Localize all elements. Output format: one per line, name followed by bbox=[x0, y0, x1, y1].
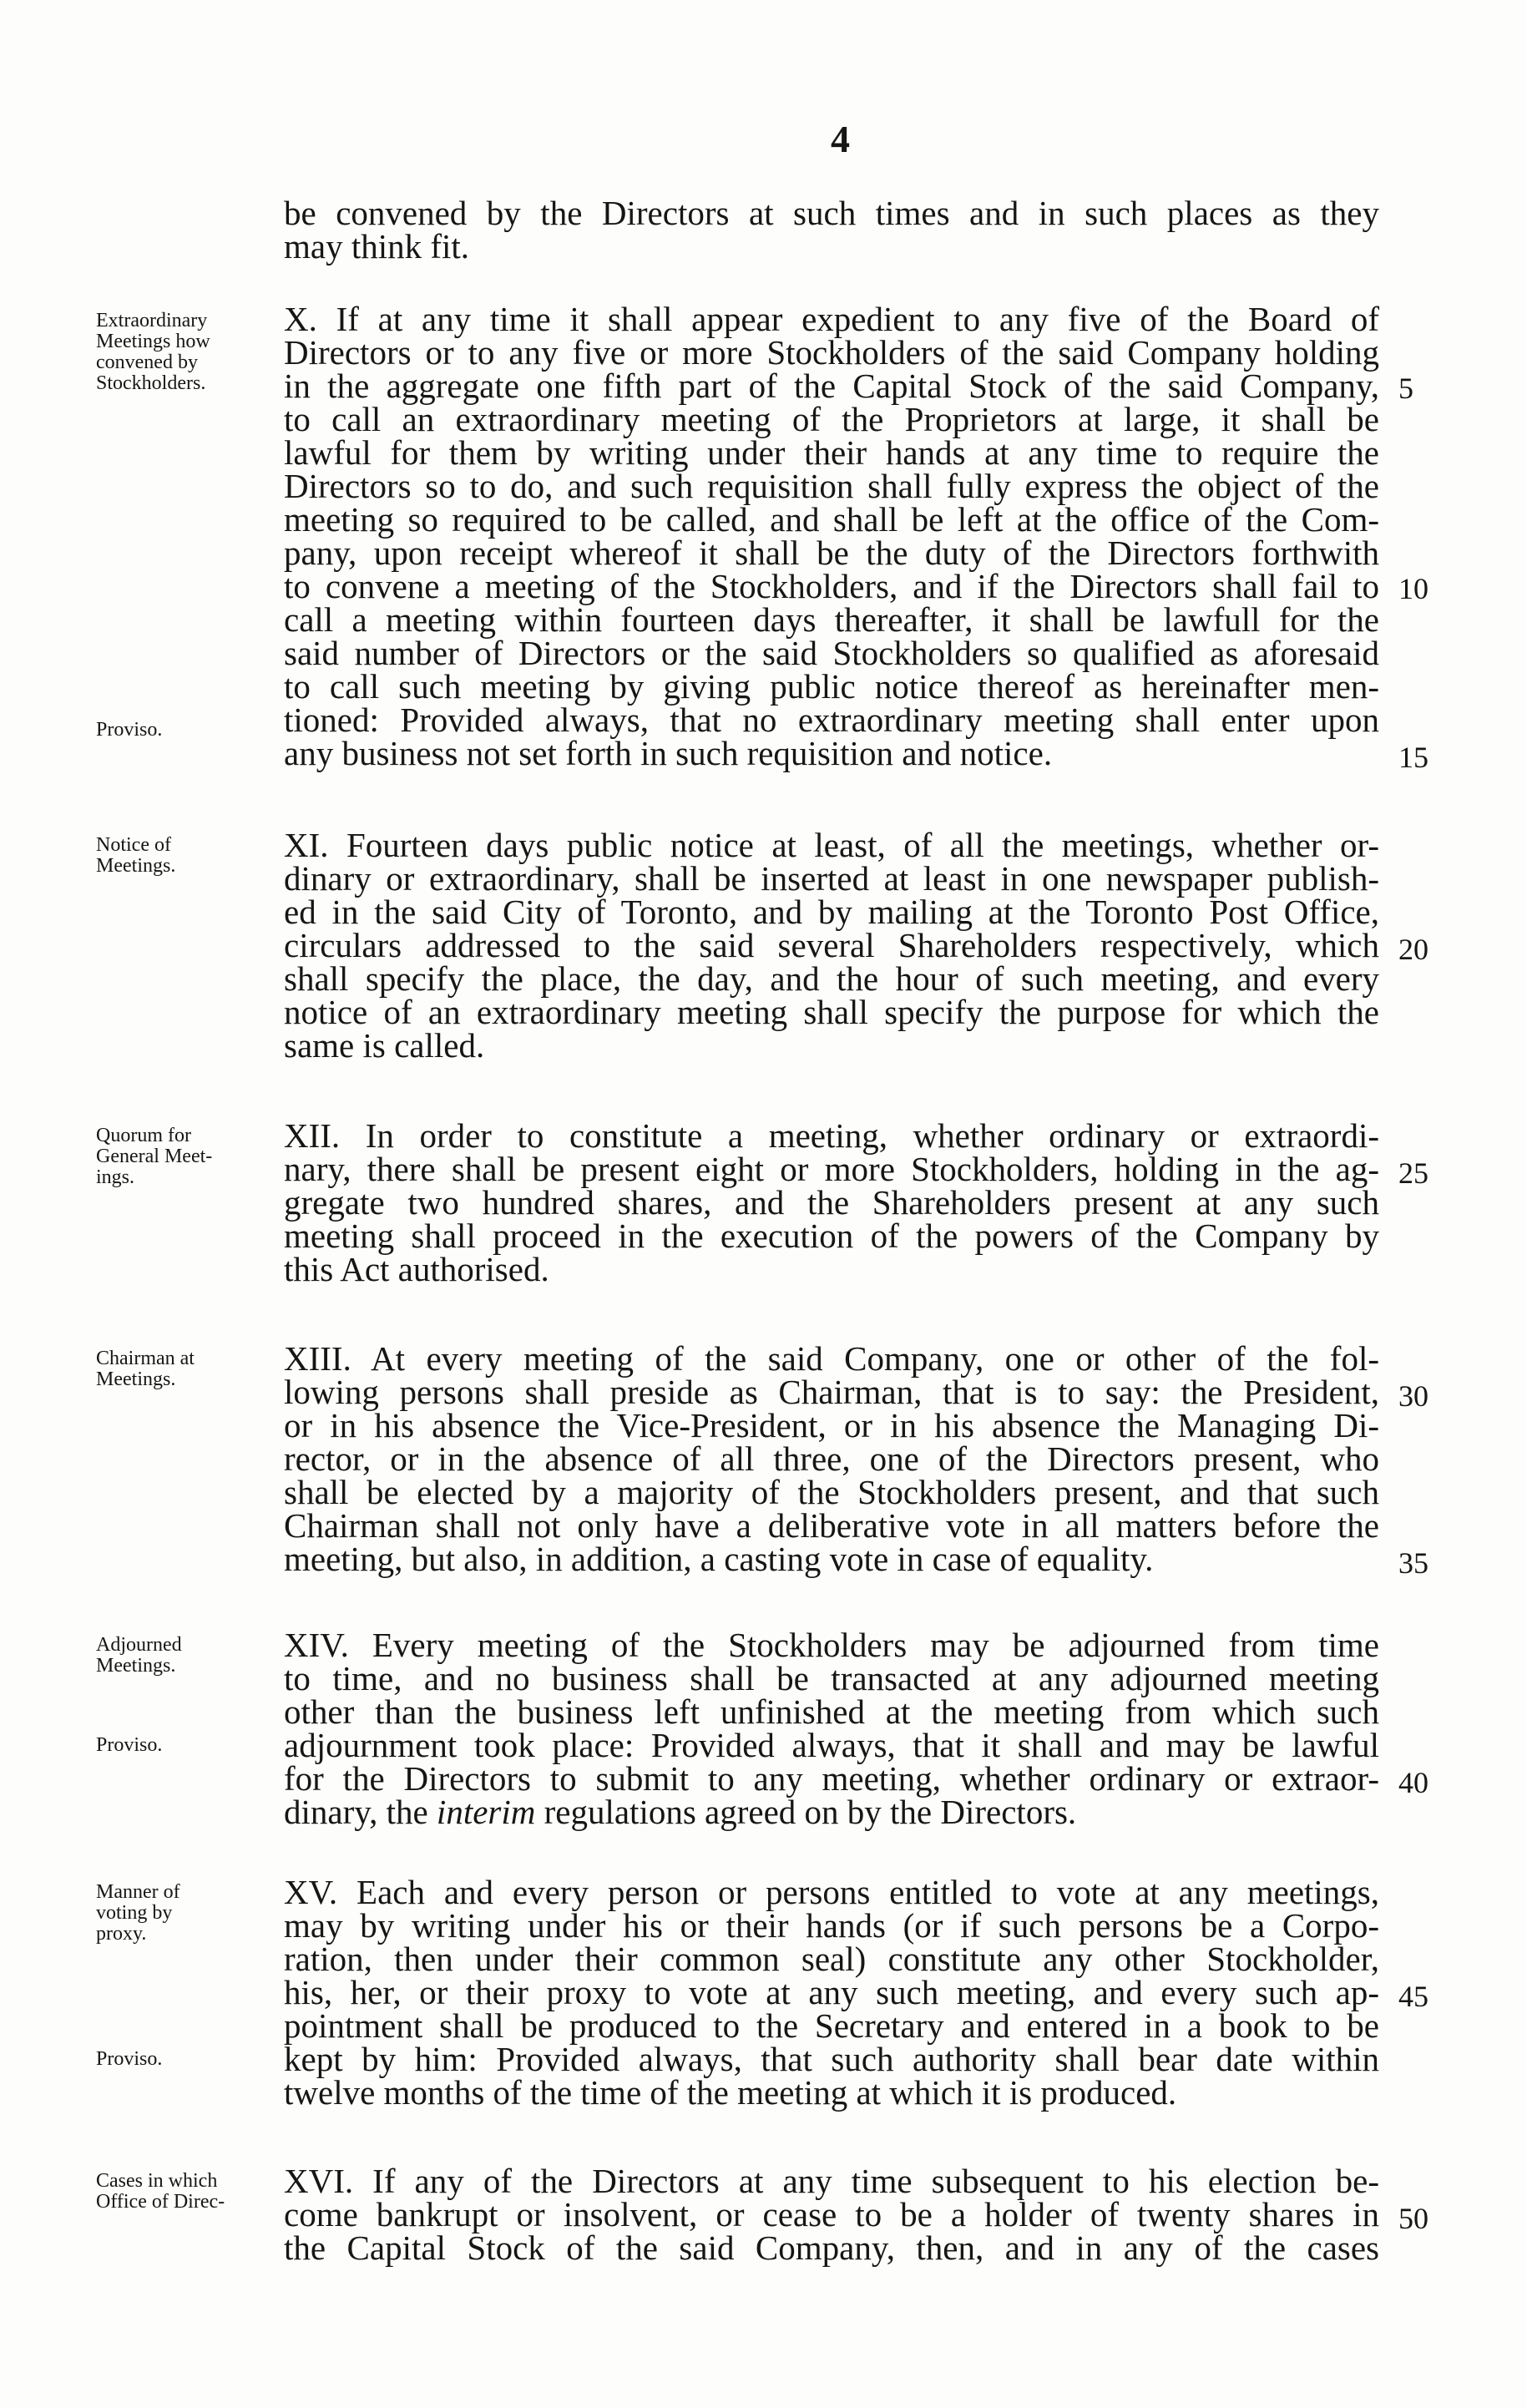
text-line: this Act authorised. bbox=[284, 1250, 549, 1288]
text-line: ration, then under their common seal) constitute any other Stockholder, bbox=[284, 1940, 1379, 1978]
text-line: to convene a meeting of the Stockholders, and if the Directors shall fail to bbox=[284, 567, 1379, 605]
text-line: pointment shall be produced to the Secretary and entered in a book to be bbox=[284, 2006, 1379, 2045]
text-line: to call such meeting by giving public notice thereof as hereinafter men- bbox=[284, 667, 1379, 706]
text-line: adjournment took place: Provided always, that it shall and may be lawful bbox=[284, 1726, 1379, 1764]
margin-note-notice-of-meetings: Notice of Meetings. bbox=[96, 834, 176, 877]
text-line: Directors or to any five or more Stockholders of the said Company holding bbox=[284, 333, 1379, 372]
line-number: 5 bbox=[1398, 372, 1413, 405]
text-line: notice of an extraordinary meeting shall specify the purpose for which the bbox=[284, 993, 1379, 1031]
text-line: pany, upon receipt whereof it shall be the duty of the Directors forthwith bbox=[284, 534, 1379, 572]
text-line: meeting shall proceed in the execution of the powers of the Company by bbox=[284, 1217, 1379, 1255]
margin-note-proviso: Proviso. bbox=[96, 2048, 163, 2070]
text-line: his, her, or their proxy to vote at any such meeting, and every such ap- bbox=[284, 1973, 1379, 2011]
text-line: Chairman shall not only have a deliberative vote in all matters before the bbox=[284, 1506, 1379, 1545]
margin-note-voting-by-proxy: Manner of voting by proxy. bbox=[96, 1881, 180, 1945]
line-number: 10 bbox=[1398, 572, 1428, 605]
margin-note-extraordinary-meetings: Extraordinary Meetings how convened by Stockholders. bbox=[96, 310, 210, 394]
text-line: may by writing under his or their hands (or if such persons be a Corpo- bbox=[284, 1906, 1379, 1945]
text-line: any business not set forth in such requisition and notice. bbox=[284, 734, 1053, 772]
text-line: call a meeting within fourteen days thereafter, it shall be lawfull for the bbox=[284, 600, 1379, 639]
text-line: in the aggregate one fifth part of the Capital Stock of the said Company, bbox=[284, 367, 1379, 405]
text-line: XII. In order to constitute a meeting, whether ordinary or extraordi- bbox=[284, 1116, 1379, 1155]
text-line: tioned: Provided always, that no extraordinary meeting shall enter upon bbox=[284, 701, 1379, 739]
line-number: 45 bbox=[1398, 1980, 1428, 2013]
margin-note-quorum: Quorum for General Meet- ings. bbox=[96, 1125, 213, 1188]
text-line: shall be elected by a majority of the Stockholders present, and that such bbox=[284, 1473, 1379, 1511]
text-line: to call an extraordinary meeting of the Proprietors at large, it shall be bbox=[284, 400, 1379, 438]
text-line: rector, or in the absence of all three, one of the Directors present, who bbox=[284, 1439, 1379, 1478]
margin-note-adjourned-meetings: Adjourned Meetings. bbox=[96, 1634, 182, 1677]
text-line: or in his absence the Vice-President, or in his absence the Managing Di- bbox=[284, 1406, 1379, 1444]
text-line: nary, there shall be present eight or more Stockholders, holding in the ag- bbox=[284, 1150, 1379, 1188]
text-line: meeting, but also, in addition, a casting vote in case of equality. bbox=[284, 1540, 1154, 1578]
text-line: Directors so to do, and such requisition shall fully express the object of the bbox=[284, 467, 1379, 505]
text-line: XVI. If any of the Directors at any time subsequent to his election be- bbox=[284, 2162, 1379, 2200]
text-line: come bankrupt or insolvent, or cease to be a holder of twenty shares in bbox=[284, 2195, 1379, 2233]
margin-note-office-of-directors: Cases in which Office of Direc- bbox=[96, 2170, 225, 2213]
line-number: 50 bbox=[1398, 2202, 1428, 2235]
line-number: 30 bbox=[1398, 1379, 1428, 1413]
margin-note-proviso: Proviso. bbox=[96, 1734, 163, 1756]
text-line: for the Directors to submit to any meeting, whether ordinary or extraor- bbox=[284, 1759, 1379, 1798]
text-line: ed in the said City of Toronto, and by mailing at the Toronto Post Office, bbox=[284, 893, 1379, 931]
line-number: 20 bbox=[1398, 933, 1428, 966]
line-number: 40 bbox=[1398, 1766, 1428, 1799]
text-line: said number of Directors or the said Stockholders so qualified as aforesaid bbox=[284, 634, 1379, 672]
line-number: 15 bbox=[1398, 741, 1428, 774]
page-number: 4 bbox=[831, 118, 850, 160]
text-line: be convened by the Directors at such times and in such places as they bbox=[284, 194, 1379, 232]
text-line: meeting so required to be called, and shall be left at the office of the Com- bbox=[284, 500, 1379, 539]
text-line: kept by him: Provided always, that such authority shall bear date within bbox=[284, 2040, 1379, 2078]
text-line: XIII. At every meeting of the said Company, one or other of the fol- bbox=[284, 1339, 1379, 1378]
text-line: may think fit. bbox=[284, 227, 470, 266]
text-line: lawful for them by writing under their hands at any time to require the bbox=[284, 433, 1379, 472]
text-line: the Capital Stock of the said Company, then, and in any of the cases bbox=[284, 2228, 1379, 2267]
line-number: 25 bbox=[1398, 1156, 1428, 1190]
text-line: X. If at any time it shall appear expedient to any five of the Board of bbox=[284, 300, 1379, 338]
text-line: other than the business left unfinished at the meeting from which such bbox=[284, 1692, 1379, 1731]
text-line: XI. Fourteen days public notice at least, of all the meetings, whether or- bbox=[284, 826, 1379, 864]
margin-note-chairman: Chairman at Meetings. bbox=[96, 1348, 195, 1390]
text-line: to time, and no business shall be transacted at any adjourned meeting bbox=[284, 1659, 1379, 1697]
margin-note-proviso: Proviso. bbox=[96, 719, 163, 741]
text-line: twelve months of the time of the meeting at which it is produced. bbox=[284, 2073, 1177, 2112]
text-line: dinary, the interim regulations agreed on by the Directors. bbox=[284, 1793, 1077, 1831]
text-line: XV. Each and every person or persons entitled to vote at any meetings, bbox=[284, 1873, 1379, 1911]
text-line: lowing persons shall preside as Chairman, that is to say: the President, bbox=[284, 1373, 1379, 1411]
text-line: shall specify the place, the day, and the hour of such meeting, and every bbox=[284, 959, 1379, 998]
text-line: dinary or extraordinary, shall be inserted at least in one newspaper publish- bbox=[284, 859, 1379, 898]
text-line: XIV. Every meeting of the Stockholders may be adjourned from time bbox=[284, 1626, 1379, 1664]
text-line: circulars addressed to the said several Shareholders respectively, which bbox=[284, 926, 1379, 964]
text-line: gregate two hundred shares, and the Shareholders present at any such bbox=[284, 1183, 1379, 1222]
line-number: 35 bbox=[1398, 1546, 1428, 1580]
text-line: same is called. bbox=[284, 1026, 485, 1065]
